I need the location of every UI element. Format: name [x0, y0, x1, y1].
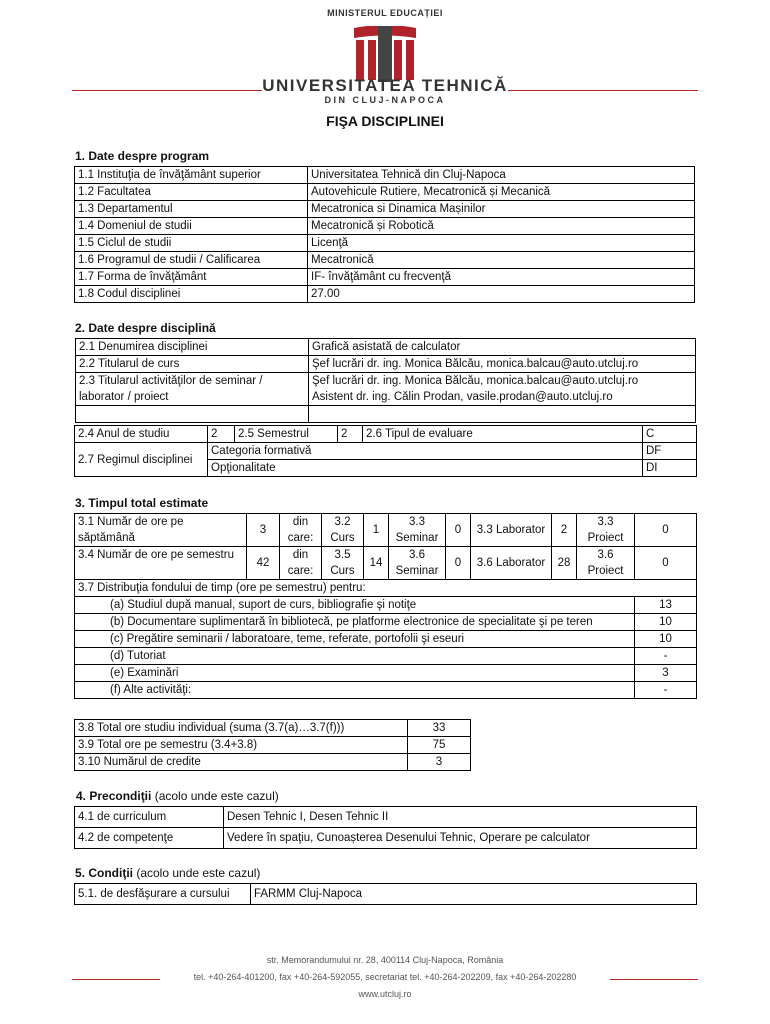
value-cell: IF- învăţământ cu frecvenţă	[308, 269, 695, 286]
discipline-table	[75, 338, 696, 423]
section-5-note: (acolo unde este cazul)	[133, 866, 261, 880]
table-row	[76, 339, 696, 356]
project-hours: 0	[635, 514, 697, 547]
label-cell: 1.3 Departamentul	[75, 201, 308, 218]
university-city: DIN CLUJ-NAPOCA	[324, 95, 446, 105]
label-cell: 1.8 Codul disciplinei	[75, 286, 308, 303]
regime-label: 2.7 Regimul disciplinei	[75, 443, 208, 477]
table-row	[75, 443, 697, 460]
section-4-heading	[76, 789, 279, 803]
table-row	[75, 167, 695, 184]
total-label: 3.9 Total ore pe semestru (3.4+3.8)	[75, 737, 408, 754]
program-table	[74, 166, 695, 303]
total-label: 3.8 Total ore studiu individual (suma (3.7(a)…3.7(f)))	[75, 720, 408, 737]
table-row	[75, 580, 697, 597]
value-cell: FARMM Cluj-Napoca	[251, 884, 697, 905]
value-cell: 27.00	[308, 286, 695, 303]
label-cell: 2.1 Denumirea disciplinei	[76, 339, 309, 356]
total-label: 3.10 Numărul de credite	[75, 754, 408, 771]
value-cell: Mecatronică	[308, 252, 695, 269]
label-cell: 1.6 Programul de studii / Calificarea	[75, 252, 308, 269]
table-row	[75, 682, 697, 699]
label-cell: 1.1 Instituţia de învăţământ superior	[75, 167, 308, 184]
semester-hours-label: 3.4 Număr de ore pe semestru	[75, 547, 247, 580]
table-row	[75, 665, 697, 682]
label-cell: 1.5 Ciclul de studii	[75, 235, 308, 252]
din-care-label: din care:	[280, 547, 322, 580]
year-value: 2	[208, 426, 235, 443]
footer-contacts: tel. +40-264-401200, fax +40-264-592055, secretariat tel. +40-264-202209, fax +40-264-202280	[193, 972, 577, 982]
seminar-holder-2: Asistent dr. ing. Călin Prodan, vasile.prodan@auto.utcluj.ro	[312, 391, 613, 403]
section-5-heading	[75, 866, 260, 880]
semester-label: 2.5 Semestrul	[235, 426, 338, 443]
optionality-label: Opţionalitate	[208, 460, 643, 477]
table-row	[75, 269, 695, 286]
section-3-heading: 3. Timpul total estimate	[75, 496, 209, 510]
table-row	[75, 884, 697, 905]
din-care-label: din care:	[280, 514, 322, 547]
total-value: 33	[408, 720, 471, 737]
value-cell: Mecatronică și Robotică	[308, 218, 695, 235]
course-hours: 1	[364, 514, 389, 547]
empty-cell	[76, 406, 309, 423]
label-cell: 1.2 Facultatea	[75, 184, 308, 201]
value-cell: Vedere în spaţiu, Cunoașterea Desenului Tehnic, Operare pe calculator	[224, 828, 697, 849]
course-label: 3.5 Curs	[322, 547, 364, 580]
activity-label: (d) Tutoriat	[75, 648, 635, 665]
evaluation-label: 2.6 Tipul de evaluare	[363, 426, 643, 443]
table-row	[75, 597, 697, 614]
weekly-hours-label: 3.1 Număr de ore pe săptămână	[75, 514, 247, 547]
footer-address: str. Memorandumului nr. 28, 400114 Cluj-Napoca, România	[266, 955, 504, 965]
seminar-hours: 0	[446, 547, 471, 580]
section-1-heading: 1. Date despre program	[75, 149, 210, 163]
seminar-hours: 0	[446, 514, 471, 547]
table-row	[76, 373, 696, 406]
table-row	[75, 235, 695, 252]
totals-table	[74, 719, 471, 771]
category-value: DF	[643, 443, 697, 460]
distribution-label: 3.7 Distribuţia fondului de timp (ore pe semestru) pentru:	[75, 580, 697, 597]
table-row	[75, 286, 695, 303]
university-name: UNIVERSITATEA TEHNICĂ	[262, 76, 508, 95]
weekly-hours-total: 3	[247, 514, 280, 547]
conditions-table	[74, 883, 697, 905]
project-label: 3.6 Proiect	[577, 547, 635, 580]
category-label: Categoria formativă	[208, 443, 643, 460]
value-cell: Mecatronica si Dinamica Mașinilor	[308, 201, 695, 218]
table-row	[75, 807, 697, 828]
activity-hours: -	[635, 648, 697, 665]
laboratory-label: 3.3 Laborator	[471, 514, 552, 547]
activity-hours: 10	[635, 631, 697, 648]
project-label: 3.3 Proiect	[577, 514, 635, 547]
activity-hours: 13	[635, 597, 697, 614]
laboratory-hours: 2	[552, 514, 577, 547]
table-row	[75, 614, 697, 631]
label-cell: 5.1. de desfăşurare a cursului	[75, 884, 251, 905]
seminar-label: 3.3 Seminar	[389, 514, 446, 547]
table-row	[75, 514, 697, 547]
table-row	[75, 720, 471, 737]
label-cell: 1.4 Domeniul de studii	[75, 218, 308, 235]
label-cell: 4.1 de curriculum	[75, 807, 224, 828]
year-label: 2.4 Anul de studiu	[75, 426, 208, 443]
university-logo-icon	[352, 26, 418, 82]
ministry-name: MINISTERUL EDUCAȚIEI	[327, 8, 443, 18]
activity-label: (a) Studiul după manual, suport de curs, bibliografie şi notiţe	[75, 597, 635, 614]
activity-label: (c) Pregătire seminarii / laboratoare, teme, referate, portofolii şi eseuri	[75, 631, 635, 648]
table-row	[75, 648, 697, 665]
table-row	[75, 426, 697, 443]
activity-hours: 3	[635, 665, 697, 682]
section-4-title: 4. Precondiţii	[76, 789, 152, 803]
value-cell: Licenţă	[308, 235, 695, 252]
section-4-note: (acolo unde este cazul)	[151, 789, 279, 803]
semester-value: 2	[338, 426, 363, 443]
table-row	[75, 631, 697, 648]
table-row	[75, 737, 471, 754]
project-hours: 0	[635, 547, 697, 580]
table-row	[75, 184, 695, 201]
table-row	[75, 252, 695, 269]
evaluation-value: C	[643, 426, 697, 443]
label-cell: 2.3 Titularul activităţilor de seminar / laborator / proiect	[76, 373, 309, 406]
table-row	[76, 356, 696, 373]
footer-website: www.utcluj.ro	[358, 989, 412, 999]
label-cell: 4.2 de competenţe	[75, 828, 224, 849]
time-table	[74, 513, 697, 699]
section-2-heading: 2. Date despre disciplină	[75, 321, 216, 335]
laboratory-label: 3.6 Laborator	[471, 547, 552, 580]
table-row	[76, 406, 696, 423]
label-cell: 2.2 Titularul de curs	[76, 356, 309, 373]
optionality-value: DI	[643, 460, 697, 477]
laboratory-hours: 28	[552, 547, 577, 580]
value-cell: Şef lucrări dr. ing. Monica Bălcău, monica.balcau@auto.utcluj.ro	[309, 356, 696, 373]
semester-hours-total: 42	[247, 547, 280, 580]
activity-label: (b) Documentare suplimentară în bibliotecă, pe platforme electronice de specialitate şi pe teren	[75, 614, 635, 631]
table-row	[75, 547, 697, 580]
empty-cell	[309, 406, 696, 423]
activity-hours: 10	[635, 614, 697, 631]
course-label: 3.2 Curs	[322, 514, 364, 547]
course-hours: 14	[364, 547, 389, 580]
value-cell: Universitatea Tehnică din Cluj-Napoca	[308, 167, 695, 184]
activity-label: (e) Examinări	[75, 665, 635, 682]
activity-label: (f) Alte activităţi:	[75, 682, 635, 699]
value-cell: Desen Tehnic I, Desen Tehnic II	[224, 807, 697, 828]
table-row	[75, 828, 697, 849]
discipline-regime-table	[74, 425, 697, 477]
section-5-title: 5. Condiţii	[75, 866, 133, 880]
seminar-label: 3.6 Seminar	[389, 547, 446, 580]
value-cell: Autovehicule Rutiere, Mecatronică și Mecanică	[308, 184, 695, 201]
table-row	[75, 754, 471, 771]
total-value: 3	[408, 754, 471, 771]
total-value: 75	[408, 737, 471, 754]
table-row	[75, 201, 695, 218]
table-row	[75, 218, 695, 235]
value-cell: Grafică asistată de calculator	[309, 339, 696, 356]
value-cell	[309, 373, 696, 406]
label-cell: 1.7 Forma de învăţământ	[75, 269, 308, 286]
preconditions-table	[74, 806, 697, 849]
document-title: FIŞA DISCIPLINEI	[326, 113, 444, 129]
seminar-holder-1: Şef lucrări dr. ing. Monica Bălcău, monica.balcau@auto.utcluj.ro	[312, 375, 639, 387]
activity-hours: -	[635, 682, 697, 699]
